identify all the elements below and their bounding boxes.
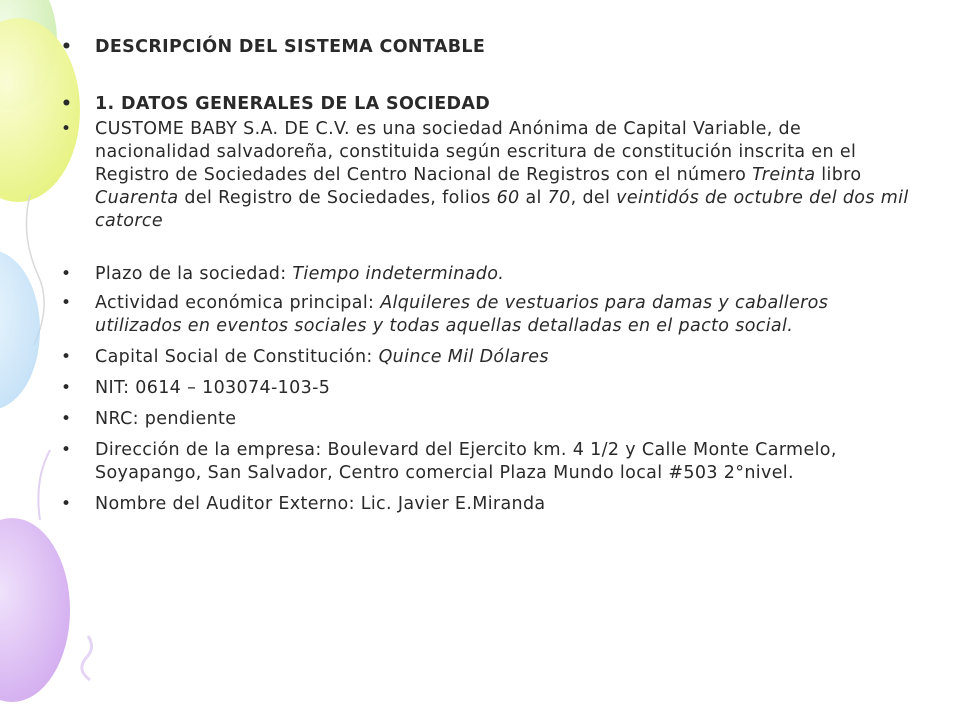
bullet-list — [58, 36, 918, 516]
term-label: Plazo de la sociedad: — [95, 264, 293, 284]
capital-value: Quince Mil Dólares — [378, 347, 549, 367]
constitution-date: veintidós de octubre del dos mil catorce — [95, 188, 909, 231]
company-text-3: del Registro de Sociedades, folios — [178, 188, 497, 208]
capital-label: Capital Social de Constitución: — [95, 347, 379, 367]
slide-content — [58, 36, 918, 516]
section-title: • 1. DATOS GENERALES DE LA SOCIEDAD — [58, 93, 918, 116]
slide-heading: • DESCRIPCIÓN DEL SISTEMA CONTABLE — [58, 36, 918, 59]
ribbon-curl — [82, 636, 92, 680]
activity-value: Alquileres de vestuarios para damas y caballeros utilizados en eventos sociales y todas aquellas detalladas en el pacto social. — [95, 293, 829, 336]
auditor-item: • Nombre del Auditor Externo: Lic. Javier E.Miranda — [58, 493, 918, 516]
company-text-2: libro — [815, 165, 862, 185]
company-text-4: al — [519, 188, 548, 208]
registry-number: Treinta — [752, 165, 816, 185]
nit-item: • NIT: 0614 – 103074-103-5 — [58, 377, 918, 400]
balloon-blue — [0, 250, 40, 410]
company-description — [58, 118, 918, 233]
company-text-1: CUSTOME BABY S.A. DE C.V. es una sociedad Anónima de Capital Variable, de nacionalidad salvadoreña, constituida según escritura de constitución inscrita en el Registro de Sociedades del Centro Nacional de Registros con el número — [95, 119, 857, 185]
folio-to: 70 — [547, 188, 571, 208]
term-value: Tiempo indeterminado. — [292, 264, 505, 284]
activity-label: Actividad económica principal: — [95, 293, 381, 313]
term-item — [58, 263, 918, 286]
balloon-purple — [0, 518, 70, 702]
nrc-item: • NRC: pendiente — [58, 408, 918, 431]
registry-book: Cuarenta — [95, 188, 179, 208]
capital-item — [58, 346, 918, 369]
address-item: • Dirección de la empresa: Boulevard del Ejercito km. 4 1/2 y Calle Monte Carmelo, Soyapango, San Salvador, Centro comercial Plaza Mundo local #503 2°nivel. — [58, 439, 918, 485]
folio-from: 60 — [496, 188, 520, 208]
activity-item — [58, 292, 918, 338]
company-text-5: , del — [570, 188, 617, 208]
